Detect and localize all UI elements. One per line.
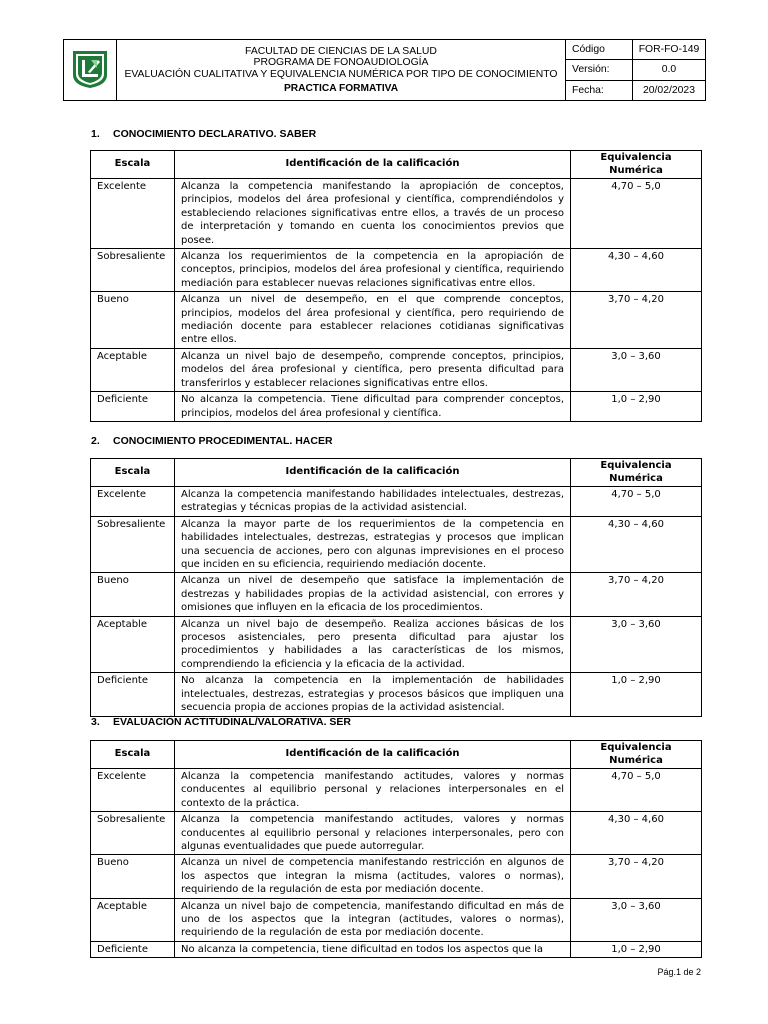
description-cell: Alcanza un nivel bajo de desempeño, comprende conceptos, principios, modelos del área profesional y científica, pero presenta dificultad para transferirlos y establecer relaciones significativas entre ellos. bbox=[175, 348, 571, 391]
logo-cell bbox=[64, 40, 117, 101]
equivalence-cell: 1,0 – 2,90 bbox=[571, 673, 702, 716]
scale-cell: Deficiente bbox=[91, 392, 175, 422]
section-title bbox=[91, 716, 351, 728]
column-header-scale: Escala bbox=[91, 459, 175, 487]
description-cell: Alcanza la competencia manifestando actitudes, valores y normas conducentes al equilibrio personal y relaciones interpersonales, pero con algunas eventualidades que puede autorregular. bbox=[175, 812, 571, 855]
program-name: PROGRAMA DE FONOAUDIOLOGÍA bbox=[253, 57, 429, 68]
equivalence-cell: 4,70 – 5,0 bbox=[571, 179, 702, 249]
description-cell: Alcanza un nivel bajo de competencia, manifestando dificultad en más de uno de los aspectos que la integran (actitudes, valores o normas), requiriendo de la regulación de esta por mediación docente. bbox=[175, 898, 571, 941]
description-cell: Alcanza la competencia manifestando la apropiación de conceptos, principios, modelos del área profesional y científica, comprendiéndolos y estableciendo relaciones significativas entre ellos, a través de un proceso de interpretación y tomando en cuenta los conocimientos previos que posee. bbox=[175, 179, 571, 249]
scale-cell: Bueno bbox=[91, 292, 175, 349]
table-row bbox=[91, 249, 702, 292]
equivalence-cell: 1,0 – 2,90 bbox=[571, 392, 702, 422]
table-row bbox=[91, 898, 702, 941]
description-cell: No alcanza la competencia. Tiene dificultad para comprender conceptos, principios, modelos del área profesional y científica. bbox=[175, 392, 571, 422]
table-row bbox=[91, 855, 702, 898]
date-value: 20/02/2023 bbox=[633, 80, 706, 100]
section-title bbox=[91, 435, 333, 447]
document-title-block bbox=[117, 40, 566, 101]
equivalence-cell: 3,70 – 4,20 bbox=[571, 292, 702, 349]
section-title bbox=[91, 128, 316, 140]
scale-cell: Sobresaliente bbox=[91, 812, 175, 855]
scale-cell: Aceptable bbox=[91, 898, 175, 941]
description-cell: Alcanza un nivel de desempeño que satisface la implementación de destrezas y habilidades propias de la actividad asistencial, con errores y omisiones que influyen en la eficacia de los procedimientos. bbox=[175, 573, 571, 616]
table-row bbox=[91, 812, 702, 855]
description-cell: Alcanza la competencia manifestando habilidades intelectuales, destrezas, estrategias y técnicas propias de la actividad asistencial. bbox=[175, 487, 571, 517]
document-header bbox=[63, 39, 706, 101]
scale-cell: Deficiente bbox=[91, 673, 175, 716]
equivalence-cell: 1,0 – 2,90 bbox=[571, 941, 702, 957]
version-label: Versión: bbox=[566, 60, 633, 80]
document-title: EVALUACIÓN CUALITATIVA Y EQUIVALENCIA NUMÉRICA POR TIPO DE CONOCIMIENTO bbox=[124, 68, 558, 80]
scale-cell: Deficiente bbox=[91, 941, 175, 957]
scale-cell: Excelente bbox=[91, 769, 175, 812]
description-cell: No alcanza la competencia en la implementación de habilidades intelectuales, destrezas, estrategias y procesos básicos que impliquen una secuencia propia de acciones propias de la actividad asistencial. bbox=[175, 673, 571, 716]
description-cell: Alcanza un nivel de competencia manifestando restricción en algunos de los aspectos que integran la misma (actitudes, valores o normas), requiriendo de la regulación de esta por mediación docente. bbox=[175, 855, 571, 898]
equivalence-cell: 3,70 – 4,20 bbox=[571, 855, 702, 898]
equivalence-cell: 4,30 – 4,60 bbox=[571, 812, 702, 855]
section-number: 2. bbox=[91, 435, 100, 447]
table-row bbox=[91, 941, 702, 957]
equivalence-cell: 3,0 – 3,60 bbox=[571, 348, 702, 391]
section-heading: EVALUACIÓN ACTITUDINAL/VALORATIVA. SER bbox=[113, 716, 351, 728]
description-cell: Alcanza la competencia manifestando actitudes, valores y normas conducentes al equilibrio personal y relaciones interpersonales en el contexto de la práctica. bbox=[175, 769, 571, 812]
rating-table-procedimental bbox=[90, 458, 702, 717]
section-heading: CONOCIMIENTO PROCEDIMENTAL. HACER bbox=[113, 435, 333, 447]
equivalence-cell: 4,30 – 4,60 bbox=[571, 516, 702, 573]
table-row bbox=[91, 769, 702, 812]
date-label: Fecha: bbox=[566, 80, 633, 100]
rating-table-declarativo bbox=[90, 150, 702, 422]
equivalence-cell: 4,70 – 5,0 bbox=[571, 487, 702, 517]
equivalence-cell: 3,70 – 4,20 bbox=[571, 573, 702, 616]
table-row bbox=[91, 487, 702, 517]
description-cell: Alcanza un nivel bajo de desempeño. Realiza acciones básicas de los procesos asistenciales, pero presenta dificultad para ajustar los procedimientos y habilidades a las características de los mismos, comprendiendo la eficiencia y la eficacia de la actividad. bbox=[175, 616, 571, 673]
university-logo bbox=[71, 49, 109, 89]
version-value: 0.0 bbox=[633, 60, 706, 80]
column-header-description: Identificación de la calificación bbox=[175, 459, 571, 487]
scale-cell: Bueno bbox=[91, 855, 175, 898]
description-cell: Alcanza los requerimientos de la competencia en la apropiación de conceptos, principios, modelos del área profesional y científica, requiriendo mediación para establecer nuevas relaciones significativas entre ellos. bbox=[175, 249, 571, 292]
section-heading: CONOCIMIENTO DECLARATIVO. SABER bbox=[113, 128, 317, 140]
description-cell: Alcanza un nivel de desempeño, en el que comprende conceptos, principios, modelos del área profesional y científica, pero requiriendo de mediación docente para establecer relaciones cotidianas significativas entre ellos. bbox=[175, 292, 571, 349]
code-label: Código bbox=[566, 40, 633, 60]
column-header-equivalence: Equivalencia Numérica bbox=[571, 151, 702, 179]
column-header-equivalence: Equivalencia Numérica bbox=[571, 459, 702, 487]
section-number: 1. bbox=[91, 128, 100, 140]
equivalence-cell: 4,30 – 4,60 bbox=[571, 249, 702, 292]
table-row bbox=[91, 673, 702, 716]
scale-cell: Sobresaliente bbox=[91, 249, 175, 292]
page-number: Pág.1 de 2 bbox=[657, 967, 701, 977]
column-header-scale: Escala bbox=[91, 741, 175, 769]
section-number: 3. bbox=[91, 716, 100, 728]
description-cell: Alcanza la mayor parte de los requerimientos de la competencia en habilidades intelectuales, destrezas, estrategias y procesos que implican una secuencia de acciones, pero con algunas imprevisiones en el proceso que inciden en su eficiencia, requiriendo mediación docente. bbox=[175, 516, 571, 573]
document-subtitle: PRACTICA FORMATIVA bbox=[283, 83, 399, 94]
scale-cell: Bueno bbox=[91, 573, 175, 616]
table-row bbox=[91, 616, 702, 673]
scale-cell: Excelente bbox=[91, 487, 175, 517]
scale-cell: Aceptable bbox=[91, 616, 175, 673]
column-header-description: Identificación de la calificación bbox=[175, 151, 571, 179]
description-cell: No alcanza la competencia, tiene dificultad en todos los aspectos que la bbox=[175, 941, 571, 957]
equivalence-cell: 4,70 – 5,0 bbox=[571, 769, 702, 812]
column-header-equivalence: Equivalencia Numérica bbox=[571, 741, 702, 769]
table-row bbox=[91, 179, 702, 249]
column-header-scale: Escala bbox=[91, 151, 175, 179]
faculty-name: FACULTAD DE CIENCIAS DE LA SALUD bbox=[245, 45, 437, 57]
scale-cell: Sobresaliente bbox=[91, 516, 175, 573]
table-row bbox=[91, 348, 702, 391]
table-row bbox=[91, 392, 702, 422]
equivalence-cell: 3,0 – 3,60 bbox=[571, 616, 702, 673]
scale-cell: Excelente bbox=[91, 179, 175, 249]
equivalence-cell: 3,0 – 3,60 bbox=[571, 898, 702, 941]
table-row bbox=[91, 573, 702, 616]
table-row bbox=[91, 292, 702, 349]
code-value: FOR-FO-149 bbox=[633, 40, 706, 60]
scale-cell: Aceptable bbox=[91, 348, 175, 391]
column-header-description: Identificación de la calificación bbox=[175, 741, 571, 769]
rating-table-actitudinal bbox=[90, 740, 702, 958]
table-row bbox=[91, 516, 702, 573]
